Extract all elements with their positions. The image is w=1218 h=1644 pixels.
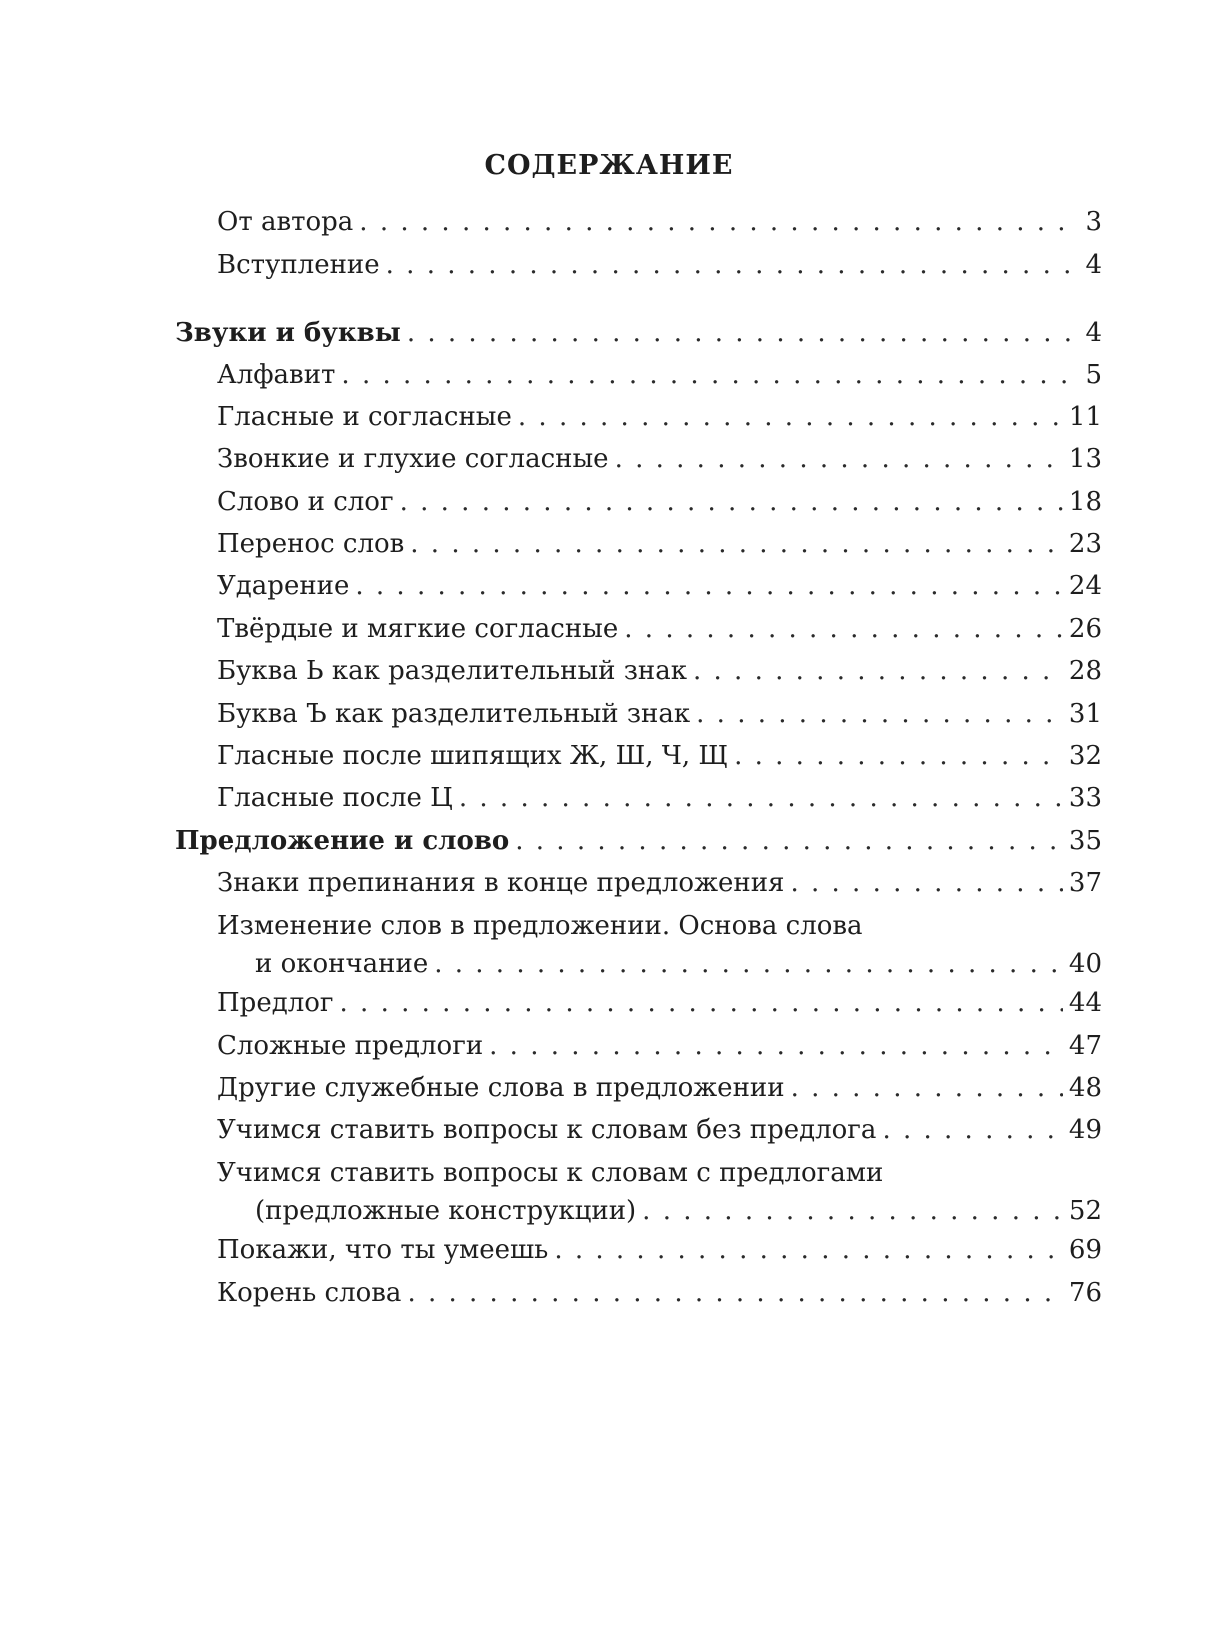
toc-entry-title: Перенос слов bbox=[217, 529, 405, 559]
toc-page-number: 11 bbox=[1068, 402, 1102, 432]
toc-page-number: 47 bbox=[1068, 1031, 1102, 1061]
dot-leader bbox=[355, 569, 1063, 603]
toc-page-number: 40 bbox=[1068, 949, 1102, 979]
toc-entry-multiline bbox=[175, 909, 1102, 981]
dot-leader bbox=[790, 866, 1062, 900]
dot-leader bbox=[340, 986, 1063, 1020]
toc-page-number: 31 bbox=[1068, 699, 1102, 729]
toc-entry bbox=[175, 1113, 1102, 1147]
toc-page-number: 4 bbox=[1085, 318, 1102, 348]
dot-leader bbox=[489, 1029, 1063, 1063]
toc-page-number: 23 bbox=[1068, 529, 1102, 559]
toc-section bbox=[175, 824, 1102, 858]
toc-section-title: Звуки и буквы bbox=[175, 318, 401, 348]
dot-leader bbox=[386, 248, 1072, 282]
dot-leader bbox=[341, 358, 1072, 392]
toc-entry bbox=[175, 1029, 1102, 1063]
toc-page-number: 13 bbox=[1068, 444, 1102, 474]
toc-entry-title: Вступление bbox=[217, 250, 380, 280]
toc-entry bbox=[175, 485, 1102, 519]
toc-entry bbox=[175, 400, 1102, 434]
toc-entry-title: Гласные после Ц bbox=[217, 783, 453, 813]
toc-entry-title: Учимся ставить вопросы к словам без предлога bbox=[217, 1115, 877, 1145]
dot-leader bbox=[359, 205, 1072, 239]
toc-entry-continuation: и окончание bbox=[255, 949, 429, 979]
toc-page-number: 4 bbox=[1085, 250, 1102, 280]
toc-entry bbox=[175, 1233, 1102, 1267]
toc-page-number: 49 bbox=[1068, 1115, 1102, 1145]
toc-entry-title: Слово и слог bbox=[217, 487, 394, 517]
toc-entry-title: Предлог bbox=[217, 988, 334, 1018]
toc-entry bbox=[175, 1276, 1102, 1310]
toc-entry-title: Покажи, что ты умеешь bbox=[217, 1235, 549, 1265]
dot-leader bbox=[882, 1113, 1062, 1147]
toc-page-number: 26 bbox=[1068, 614, 1102, 644]
dot-leader bbox=[434, 947, 1063, 981]
toc-entry bbox=[175, 986, 1102, 1020]
toc-entry-title: Буква Ь как разделительный знак bbox=[217, 656, 687, 686]
toc-page-number: 52 bbox=[1068, 1196, 1102, 1226]
toc-entry-title: Гласные и согласные bbox=[217, 402, 512, 432]
toc-entry bbox=[175, 569, 1102, 603]
toc-entry-title: Твёрдые и мягкие согласные bbox=[217, 614, 619, 644]
dot-leader bbox=[459, 781, 1063, 815]
toc-entry bbox=[175, 1071, 1102, 1105]
dot-leader bbox=[515, 824, 1063, 858]
dot-leader bbox=[693, 654, 1063, 688]
dot-leader bbox=[791, 1071, 1063, 1105]
toc-entry bbox=[175, 358, 1102, 392]
toc-section-title: Предложение и слово bbox=[175, 826, 510, 856]
toc-entry-title: Буква Ъ как разделительный знак bbox=[217, 699, 691, 729]
toc-section bbox=[175, 316, 1102, 350]
toc-entry-title: Знаки препинания в конце предложения bbox=[217, 868, 785, 898]
toc-entry bbox=[175, 781, 1102, 815]
toc-page-number: 24 bbox=[1068, 571, 1102, 601]
dot-leader bbox=[400, 485, 1063, 519]
toc-page-number: 35 bbox=[1068, 826, 1102, 856]
toc-entry-title: Звонкие и глухие согласные bbox=[217, 444, 609, 474]
toc-entry-title: Гласные после шипящих Ж, Ш, Ч, Щ bbox=[217, 741, 729, 771]
toc-entry bbox=[175, 654, 1102, 688]
toc-entry bbox=[175, 612, 1102, 646]
toc-page-number: 69 bbox=[1068, 1235, 1102, 1265]
dot-leader bbox=[407, 1276, 1062, 1310]
dot-leader bbox=[407, 316, 1072, 350]
toc-page-number: 76 bbox=[1068, 1278, 1102, 1308]
dot-leader bbox=[410, 527, 1063, 561]
toc-entry-title: Сложные предлоги bbox=[217, 1031, 484, 1061]
toc-entry bbox=[175, 866, 1102, 900]
toc-entry-multiline bbox=[175, 1156, 1102, 1228]
toc-entry bbox=[175, 442, 1102, 476]
dot-leader bbox=[696, 697, 1063, 731]
toc-page-number: 5 bbox=[1085, 360, 1102, 390]
toc-page-number: 32 bbox=[1068, 741, 1102, 771]
dot-leader bbox=[518, 400, 1063, 434]
toc-page-number: 37 bbox=[1068, 868, 1102, 898]
toc-entry-title: Изменение слов в предложении. Основа слова bbox=[217, 911, 863, 941]
toc-entry-title: Корень слова bbox=[217, 1278, 402, 1308]
toc-page-number: 18 bbox=[1068, 487, 1102, 517]
toc-entry bbox=[175, 205, 1102, 239]
toc-entry bbox=[175, 527, 1102, 561]
toc-entry-title: Учимся ставить вопросы к словам с предлогами bbox=[217, 1158, 884, 1188]
dot-leader bbox=[642, 1194, 1063, 1228]
toc-entry-title: Ударение bbox=[217, 571, 350, 601]
toc-page-number: 28 bbox=[1068, 656, 1102, 686]
toc-entry-title: Алфавит bbox=[217, 360, 336, 390]
toc-page-number: 48 bbox=[1068, 1073, 1102, 1103]
dot-leader bbox=[734, 739, 1063, 773]
dot-leader bbox=[615, 442, 1063, 476]
toc-entry bbox=[175, 697, 1102, 731]
dot-leader bbox=[624, 612, 1063, 646]
toc-page-number: 3 bbox=[1085, 207, 1102, 237]
toc-entry bbox=[175, 248, 1102, 282]
dot-leader bbox=[554, 1233, 1063, 1267]
toc-page-number: 44 bbox=[1068, 988, 1102, 1018]
toc-page-number: 33 bbox=[1068, 783, 1102, 813]
page-title: СОДЕРЖАНИЕ bbox=[484, 150, 734, 181]
toc-entry-title: Другие служебные слова в предложении bbox=[217, 1073, 785, 1103]
toc-entry-continuation: (предложные конструкции) bbox=[255, 1196, 637, 1226]
toc-entry bbox=[175, 739, 1102, 773]
toc-entry-title: От автора bbox=[217, 207, 354, 237]
